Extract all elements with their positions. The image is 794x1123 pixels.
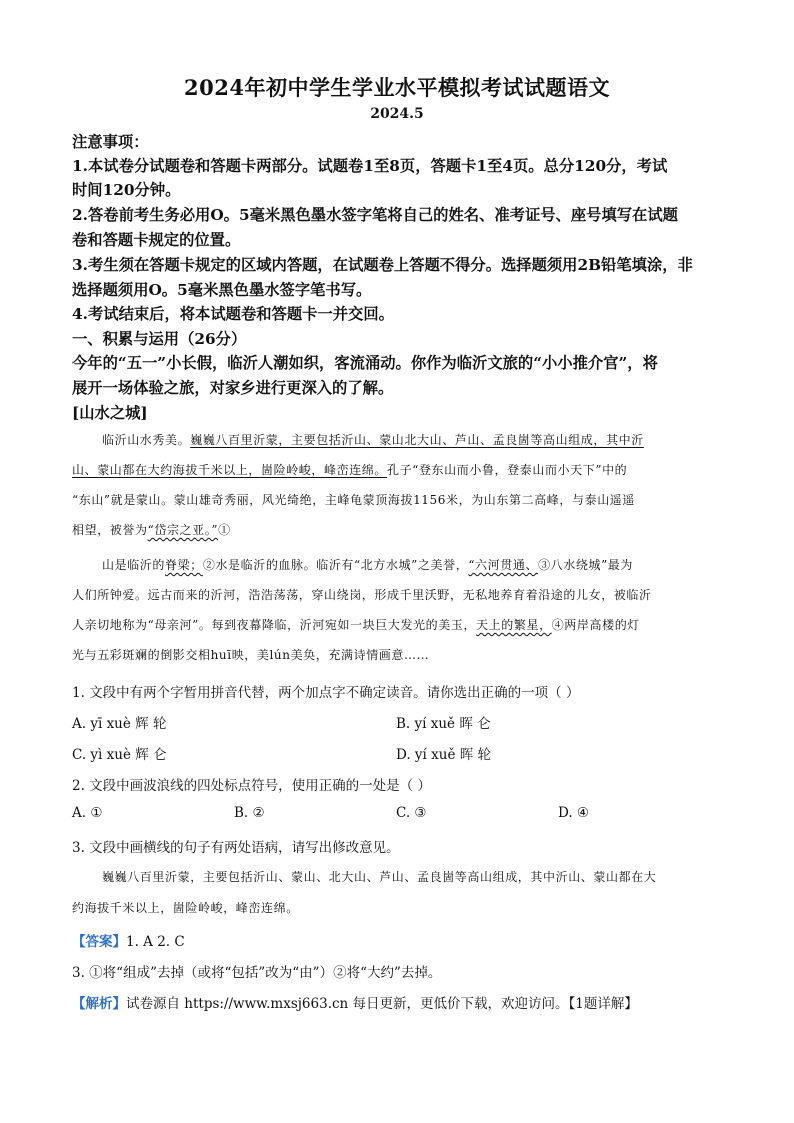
q2-option-b: B. ② — [234, 805, 265, 821]
exam-date: 2024.5 — [370, 106, 424, 122]
underlined-sentence-part-2: 山、蒙山都在大约海拔千米以上，崮险岭峻，峰峦连绵。 — [72, 463, 388, 477]
notice-heading: 注意事项： — [72, 133, 149, 151]
notice-item-2: 2.答卷前考生务必用O。5毫米黑色墨水签字笔将自己的姓名、准考证号、座号填写在试题 — [72, 206, 678, 224]
q3-quote-line-1: 巍巍八百里沂蒙，主要包括沂山、蒙山、北大山、芦山、孟良崮等高山组成，其中沂山、蒙山都在大 — [102, 870, 657, 884]
passage-p1-line-2: 山、蒙山都在大约海拔千米以上，崮险岭峻，峰峦连绵。孔子“登东山而小鲁，登泰山而小天下”中的 — [72, 463, 628, 477]
answer-line-2: 3. ①将“组成”去掉（或将“包括”改为“由”）②将“大约”去掉。 — [72, 965, 442, 981]
intro-line-1: 今年的“五一”小长假，临沂人潮如织，客流涌动。你作为临沂文旅的“小小推介官”，将 — [72, 354, 658, 372]
wavy-punctuation-3: “六河贯通、 — [468, 558, 539, 572]
passage-p2-line-4: 光与五彩斑斓的倒影交相huī映，美lún美奂，充满诗情画意…… — [72, 648, 430, 662]
q2-option-a: A. ① — [72, 805, 103, 821]
wavy-punctuation-1: “岱宗之亚。” — [147, 523, 219, 537]
wavy-punctuation-4: 天上的繁星， — [476, 618, 552, 632]
exam-title: 2024年初中学生学业水平模拟考试试题语文 — [184, 75, 610, 100]
notice-item-3: 3.考生须在答题卡规定的区域内答题，在试题卷上答题不得分。选择题须用2B铅笔填涂，非 — [72, 256, 693, 274]
notice-item-2-cont: 卷和答题卡规定的位置。 — [72, 231, 241, 249]
answer-tag: 【答案】 — [72, 934, 126, 950]
passage-p1-line-1: 临沂山水秀美。巍巍八百里沂蒙，主要包括沂山、蒙山北大山、芦山、孟良崮等高山组成，其中沂 — [102, 433, 644, 447]
section-heading: 一、积累与运用（26分） — [72, 330, 247, 348]
answer-line-1: 【答案】1. A 2. C — [72, 934, 185, 950]
passage-p1-line-3: “东山”就是蒙山。蒙山雄奇秀丽，风光绮绝，主峰龟蒙顶海拔1156米，为山东第二高峰，与泰山遥遥 — [72, 493, 636, 507]
q1-option-a: A. yī xuè 辉 轮 — [72, 716, 167, 732]
notice-item-1: 1.本试卷分试题卷和答题卡两部分。试题卷1至8页，答题卡1至4页。总分120分，考试 — [72, 157, 668, 175]
notice-item-3-cont: 选择题须用O。5毫米黑色墨水签字笔书写。 — [72, 281, 372, 299]
notice-item-4: 4.考试结束后，将本试题卷和答题卡一并交回。 — [72, 305, 394, 323]
question-1-stem: 1. 文段中有两个字暂用拼音代替，两个加点字不确定读音。请你选出正确的一项（ ） — [72, 685, 580, 701]
q3-quote-line-2: 约海拔千米以上，崮险岭峻，峰峦连绵。 — [72, 901, 299, 915]
passage-p2-line-2: 人们所钟爱。远古而来的沂河，浩浩荡荡，穿山绕岗，形成千里沃野，无私地养育着沿途的儿女，被临沂 — [72, 588, 652, 602]
passage-subtitle: [山水之城] — [72, 404, 148, 422]
passage-p1-line-4: 相望，被誉为“岱宗之亚。”① — [72, 523, 231, 537]
q1-option-d: D. yí xuě 晖 轮 — [396, 747, 492, 763]
question-2-stem: 2. 文段中画波浪线的四处标点符号，使用正确的一处是（ ） — [72, 778, 431, 794]
question-3-stem: 3. 文段中画横线的句子有两处语病，请写出修改意见。 — [72, 840, 400, 856]
q2-option-c: C. ③ — [396, 805, 427, 821]
intro-line-2: 展开一场体验之旅，对家乡进行更深入的了解。 — [72, 379, 394, 397]
passage-p2-line-3: 人亲切地称为“母亲河”。每到夜幕降临，沂河宛如一块巨大发光的美玉，天上的繁星，④两岸高楼的灯 — [72, 618, 640, 632]
q2-option-d: D. ④ — [558, 805, 590, 821]
analysis-tag: 【解析】 — [72, 996, 126, 1012]
wavy-punctuation-2: 脊梁； — [165, 558, 203, 572]
q1-option-b: B. yí xuě 晖 仑 — [396, 716, 491, 732]
q1-option-c: C. yì xuè 辉 仑 — [72, 747, 167, 763]
passage-p2-line-1: 山是临沂的脊梁；②水是临沂的血脉。临沂有“北方水城”之美誉，“六河贯通、③八水绕城”最为 — [102, 558, 633, 572]
underlined-sentence-part-1: 巍巍八百里沂蒙，主要包括沂山、蒙山北大山、芦山、孟良崮等高山组成，其中沂 — [190, 433, 644, 447]
analysis-line: 【解析】试卷源自 https://www.mxsj663.cn 每日更新，更低价下载，欢迎访问。【1题详解】 — [72, 996, 638, 1012]
notice-item-1-cont: 时间120分钟。 — [72, 181, 181, 199]
